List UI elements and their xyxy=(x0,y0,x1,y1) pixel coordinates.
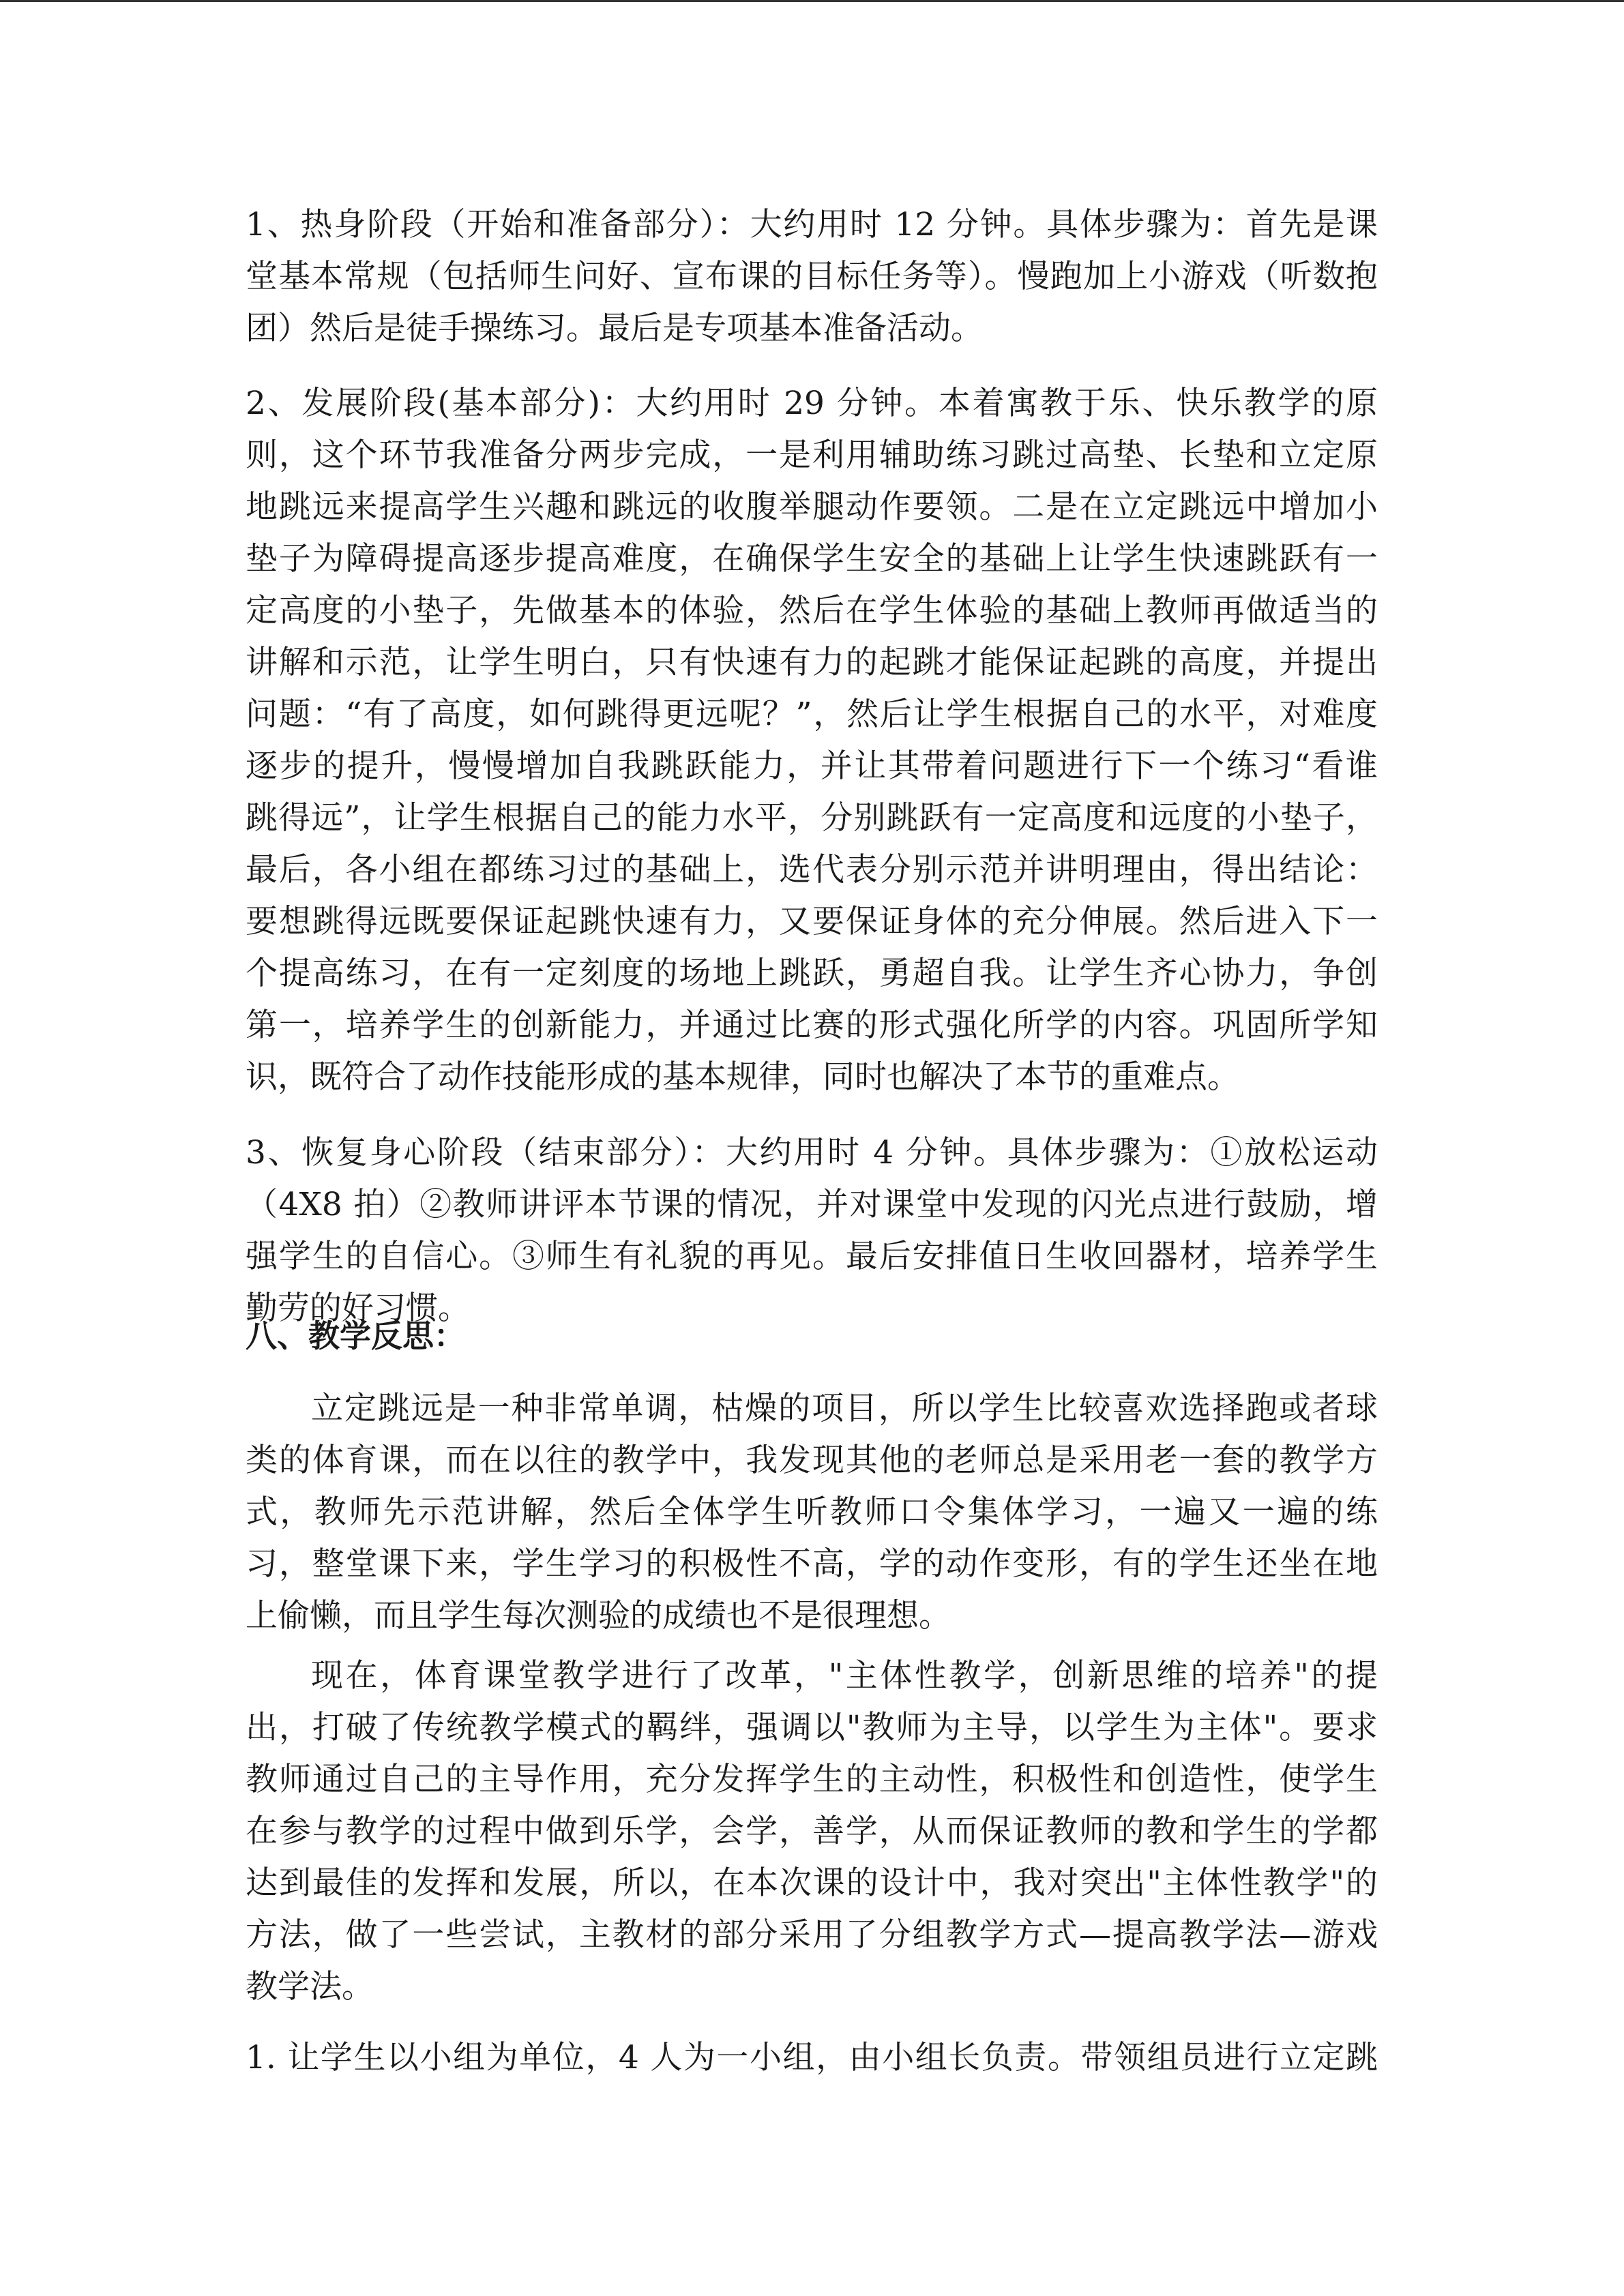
paragraph-recovery-stage xyxy=(246,1127,1378,1335)
text-line: 1、热身阶段（开始和准备部分）：大约用时 12 分钟。具体步骤为：首先是课 xyxy=(246,206,1378,243)
paragraph-teaching-reflection xyxy=(246,1383,1378,1642)
text-line: 出，打破了传统教学模式的羁绊，强调以"教师为主导，以学生为主体"。要求 xyxy=(246,1709,1378,1746)
text-line: （4X8 拍）②教师讲评本节课的情况，并对课堂中发现的闪光点进行鼓励，增 xyxy=(246,1186,1378,1223)
text-line: 立定跳远是一种非常单调，枯燥的项目，所以学生比较喜欢选择跑或者球 xyxy=(311,1390,1378,1427)
text-line: 定高度的小垫子，先做基本的体验，然后在学生体验的基础上教师再做适当的 xyxy=(246,592,1378,629)
text-line: 1. 让学生以小组为单位，4 人为一小组，由小组长负责。带领组员进行立定跳 xyxy=(246,2039,1378,2076)
text-line: 达到最佳的发挥和发展，所以，在本次课的设计中，我对突出"主体性教学"的 xyxy=(246,1864,1378,1902)
text-line: 垫子为障碍提高逐步提高难度，在确保学生安全的基础上让学生快速跳跃有一 xyxy=(246,540,1378,578)
paragraph-reform xyxy=(246,1650,1378,2013)
paragraph-numbered-item xyxy=(246,2032,1378,2084)
text-line: 式，教师先示范讲解，然后全体学生听教师口令集体学习，一遍又一遍的练 xyxy=(246,1493,1378,1531)
text-line: 强学生的自信心。③师生有礼貌的再见。最后安排值日生收回器材，培养学生 xyxy=(246,1238,1378,1275)
heading-text: 八、教学反思： xyxy=(246,1317,465,1354)
text-line: 则，这个环节我准备分两步完成，一是利用辅助练习跳过高垫、长垫和立定原 xyxy=(246,436,1378,474)
text-line: 团）然后是徒手操练习。最后是专项基本准备活动。 xyxy=(246,310,983,347)
page-top-border xyxy=(0,0,1624,2)
text-line: 地跳远来提高学生兴趣和跳远的收腹举腿动作要领。二是在立定跳远中增加小 xyxy=(246,488,1378,526)
text-line: 现在，体育课堂教学进行了改革，"主体性教学，创新思维的培养"的提 xyxy=(311,1657,1378,1695)
text-line: 在参与教学的过程中做到乐学，会学，善学，从而保证教师的教和学生的学都 xyxy=(246,1813,1378,1850)
text-line: 跳得远”，让学生根据自己的能力水平，分别跳跃有一定高度和远度的小垫子， xyxy=(246,799,1378,837)
text-line: 勤劳的好习惯。 xyxy=(246,1289,470,1327)
text-line: 3、恢复身心阶段（结束部分）：大约用时 4 分钟。具体步骤为：①放松运动 xyxy=(246,1134,1378,1172)
text-line: 个提高练习，在有一定刻度的场地上跳跃，勇超自我。让学生齐心协力，争创 xyxy=(246,955,1378,992)
text-line: 讲解和示范，让学生明白，只有快速有力的起跳才能保证起跳的高度，并提出 xyxy=(246,644,1378,681)
paragraph-development-stage xyxy=(246,378,1378,1103)
text-line: 上偷懒，而且学生每次测验的成绩也不是很理想。 xyxy=(246,1597,951,1635)
text-line: 逐步的提升，慢慢增加自我跳跃能力，并让其带着问题进行下一个练习“看谁 xyxy=(246,747,1378,785)
text-line: 方法，做了一些尝试，主教材的部分采用了分组教学方式—提高教学法—游戏 xyxy=(246,1916,1378,1954)
text-line: 要想跳得远既要保证起跳快速有力，又要保证身体的充分伸展。然后进入下一 xyxy=(246,903,1378,940)
text-line: 教学法。 xyxy=(246,1968,374,2006)
paragraph-warmup-stage xyxy=(246,199,1378,355)
text-line: 习，整堂课下来，学生学习的积极性不高，学的动作变形，有的学生还坐在地 xyxy=(246,1545,1378,1583)
text-line: 识，既符合了动作技能形成的基本规律，同时也解决了本节的重难点。 xyxy=(246,1058,1239,1096)
text-line: 最后，各小组在都练习过的基础上，选代表分别示范并讲明理由，得出结论： xyxy=(246,851,1378,889)
text-line: 堂基本常规（包括师生问好、宣布课的目标任务等）。慢跑加上小游戏（听数抱 xyxy=(246,258,1378,295)
section-heading xyxy=(246,1310,1378,1362)
text-line: 第一，培养学生的创新能力，并通过比赛的形式强化所学的内容。巩固所学知 xyxy=(246,1007,1378,1044)
text-line: 问题：“有了高度，如何跳得更远呢？”，然后让学生根据自己的水平，对难度 xyxy=(246,696,1378,733)
text-line: 2、发展阶段(基本部分)：大约用时 29 分钟。本着寓教于乐、快乐教学的原 xyxy=(246,385,1378,422)
text-line: 教师通过自己的主导作用，充分发挥学生的主动性，积极性和创造性，使学生 xyxy=(246,1761,1378,1798)
text-line: 类的体育课，而在以往的教学中，我发现其他的老师总是采用老一套的教学方 xyxy=(246,1442,1378,1479)
